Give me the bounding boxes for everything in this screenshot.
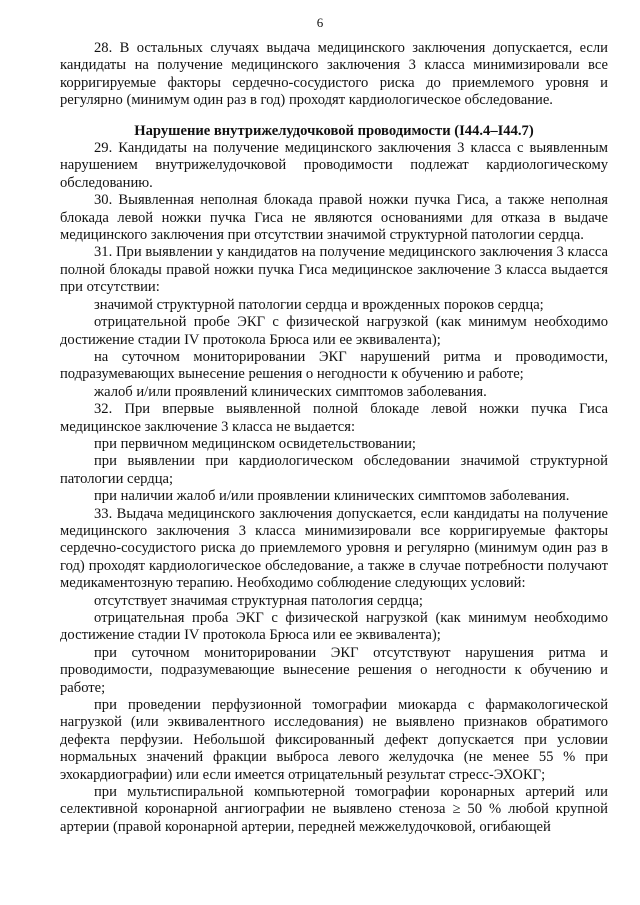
document-body [60, 40, 608, 836]
paragraph-30: 30. Выявленная неполная блокада правой ножки пучка Гиса, а также неполная блокада левой ножки пучка Гиса не являются основаниями для отказа в выдаче медицинского заключения при отсутствии значимой структурной патологии сердца. [60, 192, 608, 244]
paragraph-29: 29. Кандидаты на получение медицинского заключения 3 класса с выявленным нарушением внутрижелудочковой проводимости подлежат кардиологическому обследованию. [60, 140, 608, 191]
list-item: отсутствует значимая структурная патология сердца; [94, 592, 423, 609]
list-item: значимой структурной патологии сердца и врожденных пороков сердца; [94, 296, 544, 313]
list-item: при мультиспиральной компьютерной томографии коронарных артерий или селективной коронарной ангиографии не выявлено стеноза ≥ 50 % любой крупной артерии (правой коронарной артерии, передней межжелудочковой, огибающей [60, 784, 608, 835]
list-item: при проведении перфузионной томографии миокарда с фармакологической нагрузкой (или эквивалентного исследования) не выявлено признаков обратимого дефекта перфузии. Небольшой фиксированный дефект допускается при условии нормальных значений фракции выброса левого желудочка (не менее 55 % при эхокардиографии) или если имеется отрицательный результат стресс-ЭХОКГ; [60, 697, 608, 783]
list-item: при суточном мониторировании ЭКГ отсутствуют нарушения ритма и проводимости, подразумевающие вынесение решения о негодности к обучению и работе; [60, 644, 608, 696]
list-item: при выявлении при кардиологическом обследовании значимой структурной патологии сердца; [60, 453, 608, 487]
list-item: отрицательной пробе ЭКГ с физической нагрузкой (как минимум необходимо достижение стадии IV протокола Брюса или ее эквивалента); [60, 314, 608, 348]
list-item: при наличии жалоб и/или проявлении клинических симптомов заболевания. [94, 488, 570, 505]
paragraph-32: 32. При впервые выявленной полной блокаде левой ножки пучка Гиса медицинское заключение 3 класса не выдается: [60, 401, 608, 435]
page-number: 6 [316, 15, 324, 30]
section-heading: Нарушение внутрижелудочковой проводимости (I44.4–I44.7) [134, 122, 534, 139]
list-item: при первичном медицинском освидетельствовании; [94, 435, 416, 452]
list-item: на суточном мониторировании ЭКГ нарушений ритма и проводимости, подразумевающих вынесение решения о негодности к обучению и работе; [60, 348, 608, 383]
list-item: отрицательная проба ЭКГ с физической нагрузкой (как минимум необходимо достижение стадии IV протокола Брюса или ее эквивалента); [60, 610, 608, 644]
paragraph-33: 33. Выдача медицинского заключения допускается, если кандидаты на получение медицинского заключения 3 класса минимизировали все корригируемые факторы сердечно-сосудистого риска до приемлемого уровня и регулярно (минимум один раз в год) проходят кардиологическое обследование, а также в случае потребности получают медикаментозную терапию. Необходимо соблюдение следующих условий: [60, 505, 608, 592]
paragraph-28: 28. В остальных случаях выдача медицинского заключения допускается, если кандидаты на получение медицинского заключения 3 класса минимизировали все корригируемые факторы сердечно-сосудистого риска до приемлемого уровня и регулярно (минимум один раз в год) проходят кардиологическое обследование. [60, 40, 608, 109]
paragraph-31: 31. При выявлении у кандидатов на получение медицинского заключения 3 класса полной блокады правой ножки пучка Гиса медицинское заключение 3 класса выдается при отсутствии: [60, 244, 608, 296]
list-item: жалоб и/или проявлений клинических симптомов заболевания. [94, 383, 487, 400]
